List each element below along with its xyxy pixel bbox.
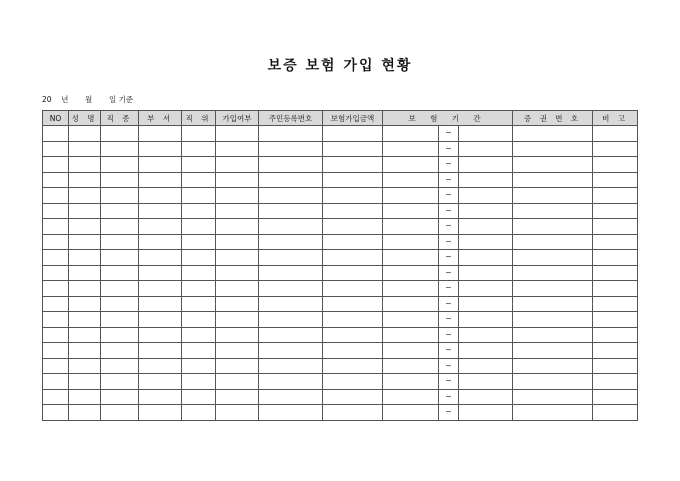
period-end-cell[interactable] — [459, 234, 513, 250]
table-cell[interactable] — [259, 358, 323, 374]
table-cell[interactable] — [43, 265, 69, 281]
period-start-cell[interactable] — [383, 296, 439, 312]
table-cell[interactable] — [182, 358, 216, 374]
table-cell[interactable] — [259, 157, 323, 173]
table-row — [43, 374, 638, 390]
table-cell[interactable] — [323, 358, 383, 374]
table-row — [43, 188, 638, 204]
table-cell[interactable] — [513, 265, 593, 281]
period-separator: ~ — [439, 327, 459, 343]
table-cell[interactable] — [182, 219, 216, 235]
table-cell[interactable] — [216, 405, 259, 421]
table-cell[interactable] — [69, 281, 101, 297]
table-cell[interactable] — [139, 405, 182, 421]
table-row — [43, 203, 638, 219]
table-row — [43, 327, 638, 343]
table-cell[interactable] — [69, 141, 101, 157]
table-cell[interactable] — [323, 265, 383, 281]
table-cell[interactable] — [139, 389, 182, 405]
period-end-cell[interactable] — [459, 327, 513, 343]
period-separator: ~ — [439, 343, 459, 359]
table-row — [43, 250, 638, 266]
period-separator: ~ — [439, 141, 459, 157]
table-cell[interactable] — [593, 405, 638, 421]
table-cell[interactable] — [259, 389, 323, 405]
table-cell[interactable] — [513, 312, 593, 328]
col-header-enrolled: 가입여부 — [216, 111, 259, 126]
table-cell[interactable] — [216, 203, 259, 219]
table-cell[interactable] — [101, 203, 139, 219]
table-cell[interactable] — [182, 374, 216, 390]
table-cell[interactable] — [259, 203, 323, 219]
table-cell[interactable] — [43, 296, 69, 312]
table-cell[interactable] — [139, 281, 182, 297]
table-row — [43, 343, 638, 359]
col-header-department: 부 서 — [139, 111, 182, 126]
table-cell[interactable] — [43, 157, 69, 173]
table-cell[interactable] — [43, 126, 69, 142]
col-header-job-type: 직 종 — [101, 111, 139, 126]
table-cell[interactable] — [139, 374, 182, 390]
period-separator: ~ — [439, 250, 459, 266]
table-cell[interactable] — [182, 234, 216, 250]
period-separator: ~ — [439, 405, 459, 421]
table-cell[interactable] — [69, 203, 101, 219]
table-row — [43, 219, 638, 235]
table-cell[interactable] — [101, 389, 139, 405]
table-cell[interactable] — [323, 296, 383, 312]
period-end-cell[interactable] — [459, 265, 513, 281]
period-end-cell[interactable] — [459, 172, 513, 188]
table-cell[interactable] — [139, 203, 182, 219]
period-end-cell[interactable] — [459, 312, 513, 328]
period-separator: ~ — [439, 312, 459, 328]
period-start-cell[interactable] — [383, 312, 439, 328]
table-cell[interactable] — [323, 312, 383, 328]
period-start-cell[interactable] — [383, 234, 439, 250]
period-end-cell[interactable] — [459, 203, 513, 219]
table-cell[interactable] — [513, 219, 593, 235]
table-cell[interactable] — [323, 281, 383, 297]
table-cell[interactable] — [139, 250, 182, 266]
table-row — [43, 126, 638, 142]
table-cell[interactable] — [182, 281, 216, 297]
table-cell[interactable] — [593, 281, 638, 297]
table-cell[interactable] — [259, 141, 323, 157]
table-cell[interactable] — [101, 405, 139, 421]
period-end-cell[interactable] — [459, 126, 513, 142]
table-cell[interactable] — [139, 172, 182, 188]
table-cell[interactable] — [139, 312, 182, 328]
period-end-cell[interactable] — [459, 157, 513, 173]
table-row — [43, 172, 638, 188]
period-start-cell[interactable] — [383, 389, 439, 405]
table-cell[interactable] — [593, 343, 638, 359]
table-cell[interactable] — [43, 358, 69, 374]
table-row — [43, 296, 638, 312]
table-cell[interactable] — [259, 172, 323, 188]
table-cell[interactable] — [259, 250, 323, 266]
table-cell[interactable] — [259, 374, 323, 390]
table-cell[interactable] — [593, 234, 638, 250]
table-cell[interactable] — [323, 157, 383, 173]
table-cell[interactable] — [182, 312, 216, 328]
table-cell[interactable] — [139, 234, 182, 250]
table-cell[interactable] — [101, 358, 139, 374]
table-cell[interactable] — [101, 126, 139, 142]
table-cell[interactable] — [323, 203, 383, 219]
period-end-cell[interactable] — [459, 250, 513, 266]
table-cell[interactable] — [101, 188, 139, 204]
table-cell[interactable] — [182, 157, 216, 173]
table-cell[interactable] — [216, 126, 259, 142]
table-cell[interactable] — [513, 389, 593, 405]
table-cell[interactable] — [69, 157, 101, 173]
table-cell[interactable] — [43, 219, 69, 235]
period-end-cell[interactable] — [459, 296, 513, 312]
table-cell[interactable] — [323, 188, 383, 204]
table-cell[interactable] — [216, 219, 259, 235]
table-cell[interactable] — [182, 296, 216, 312]
table-cell[interactable] — [323, 126, 383, 142]
period-end-cell[interactable] — [459, 358, 513, 374]
table-cell[interactable] — [323, 405, 383, 421]
table-cell[interactable] — [182, 265, 216, 281]
table-cell[interactable] — [216, 188, 259, 204]
period-start-cell[interactable] — [383, 172, 439, 188]
table-cell[interactable] — [323, 327, 383, 343]
table-cell[interactable] — [593, 327, 638, 343]
table-cell[interactable] — [139, 327, 182, 343]
table-cell[interactable] — [513, 234, 593, 250]
table-cell[interactable] — [139, 188, 182, 204]
table-cell[interactable] — [513, 188, 593, 204]
table-cell[interactable] — [513, 141, 593, 157]
table-cell[interactable] — [216, 250, 259, 266]
table-cell[interactable] — [593, 358, 638, 374]
table-row — [43, 312, 638, 328]
table-cell[interactable] — [69, 219, 101, 235]
insurance-table — [42, 110, 638, 421]
table-cell[interactable] — [216, 343, 259, 359]
col-header-remarks: 비 고 — [593, 111, 638, 126]
table-cell[interactable] — [216, 281, 259, 297]
table-cell[interactable] — [593, 296, 638, 312]
table-row — [43, 358, 638, 374]
table-cell[interactable] — [182, 389, 216, 405]
table-cell[interactable] — [43, 405, 69, 421]
table-cell[interactable] — [69, 374, 101, 390]
period-separator: ~ — [439, 358, 459, 374]
table-cell[interactable] — [43, 374, 69, 390]
table-cell[interactable] — [259, 312, 323, 328]
table-cell[interactable] — [69, 389, 101, 405]
period-separator: ~ — [439, 203, 459, 219]
table-cell[interactable] — [513, 327, 593, 343]
table-cell[interactable] — [101, 234, 139, 250]
table-cell[interactable] — [182, 141, 216, 157]
table-cell[interactable] — [139, 126, 182, 142]
table-cell[interactable] — [593, 157, 638, 173]
reference-date: 20 년 월 일 기준 — [42, 95, 134, 104]
period-separator: ~ — [439, 157, 459, 173]
table-cell[interactable] — [43, 188, 69, 204]
period-separator: ~ — [439, 281, 459, 297]
table-cell[interactable] — [593, 219, 638, 235]
table-cell[interactable] — [101, 250, 139, 266]
table-cell[interactable] — [182, 405, 216, 421]
period-end-cell[interactable] — [459, 343, 513, 359]
table-row — [43, 141, 638, 157]
period-separator: ~ — [439, 265, 459, 281]
period-end-cell[interactable] — [459, 219, 513, 235]
table-cell[interactable] — [593, 312, 638, 328]
table-header-row — [43, 111, 638, 126]
table-cell[interactable] — [101, 374, 139, 390]
table-cell[interactable] — [513, 343, 593, 359]
table-cell[interactable] — [216, 312, 259, 328]
table-cell[interactable] — [216, 265, 259, 281]
col-header-insurance-period: 보 험 기 간 — [383, 111, 513, 126]
table-cell[interactable] — [323, 343, 383, 359]
col-header-position: 직 위 — [182, 111, 216, 126]
col-header-insured-amount: 보험가입금액 — [323, 111, 383, 126]
table-cell[interactable] — [593, 141, 638, 157]
table-cell[interactable] — [323, 141, 383, 157]
table-cell[interactable] — [323, 374, 383, 390]
table-cell[interactable] — [43, 281, 69, 297]
table-cell[interactable] — [259, 405, 323, 421]
table-cell[interactable] — [513, 358, 593, 374]
period-start-cell[interactable] — [383, 281, 439, 297]
table-cell[interactable] — [182, 172, 216, 188]
table-cell[interactable] — [139, 157, 182, 173]
table-cell[interactable] — [182, 327, 216, 343]
table-cell[interactable] — [593, 389, 638, 405]
col-header-no: NO — [43, 111, 69, 126]
period-start-cell[interactable] — [383, 157, 439, 173]
table-cell[interactable] — [259, 343, 323, 359]
table-cell[interactable] — [69, 327, 101, 343]
period-start-cell[interactable] — [383, 250, 439, 266]
table-cell[interactable] — [216, 389, 259, 405]
table-cell[interactable] — [43, 141, 69, 157]
table-cell[interactable] — [593, 172, 638, 188]
period-start-cell[interactable] — [383, 327, 439, 343]
table-row — [43, 405, 638, 421]
table-cell[interactable] — [593, 265, 638, 281]
table-cell[interactable] — [513, 157, 593, 173]
table-cell[interactable] — [139, 219, 182, 235]
table-cell[interactable] — [69, 188, 101, 204]
table-cell[interactable] — [513, 126, 593, 142]
table-row — [43, 157, 638, 173]
table-cell[interactable] — [216, 296, 259, 312]
table-cell[interactable] — [216, 327, 259, 343]
table-cell[interactable] — [43, 250, 69, 266]
table-cell[interactable] — [182, 126, 216, 142]
period-end-cell[interactable] — [459, 141, 513, 157]
table-row — [43, 281, 638, 297]
table-cell[interactable] — [513, 405, 593, 421]
table-cell[interactable] — [101, 343, 139, 359]
period-start-cell[interactable] — [383, 141, 439, 157]
table-cell[interactable] — [69, 172, 101, 188]
table-cell[interactable] — [69, 265, 101, 281]
period-end-cell[interactable] — [459, 374, 513, 390]
table-cell[interactable] — [593, 203, 638, 219]
table-cell[interactable] — [513, 250, 593, 266]
table-row — [43, 265, 638, 281]
table-cell[interactable] — [593, 374, 638, 390]
table-cell[interactable] — [513, 374, 593, 390]
period-separator: ~ — [439, 374, 459, 390]
table-cell[interactable] — [216, 358, 259, 374]
period-start-cell[interactable] — [383, 343, 439, 359]
col-header-name: 성 명 — [69, 111, 101, 126]
table-cell[interactable] — [101, 265, 139, 281]
period-end-cell[interactable] — [459, 389, 513, 405]
table-cell[interactable] — [101, 312, 139, 328]
table-cell[interactable] — [43, 234, 69, 250]
table-cell[interactable] — [216, 141, 259, 157]
period-start-cell[interactable] — [383, 374, 439, 390]
table-cell[interactable] — [139, 296, 182, 312]
table-cell[interactable] — [101, 219, 139, 235]
col-header-resident-number: 주민등록번호 — [259, 111, 323, 126]
table-cell[interactable] — [259, 234, 323, 250]
period-separator: ~ — [439, 234, 459, 250]
table-cell[interactable] — [139, 343, 182, 359]
table-cell[interactable] — [593, 126, 638, 142]
table-cell[interactable] — [69, 312, 101, 328]
period-separator: ~ — [439, 172, 459, 188]
table-cell[interactable] — [101, 327, 139, 343]
period-start-cell[interactable] — [383, 265, 439, 281]
page-title: 보증 보험 가입 현황 — [267, 58, 413, 74]
table-cell[interactable] — [43, 172, 69, 188]
table-cell[interactable] — [101, 141, 139, 157]
period-start-cell[interactable] — [383, 126, 439, 142]
table-cell[interactable] — [43, 327, 69, 343]
table-cell[interactable] — [69, 405, 101, 421]
table-cell[interactable] — [69, 358, 101, 374]
table-cell[interactable] — [43, 203, 69, 219]
period-start-cell[interactable] — [383, 358, 439, 374]
table-cell[interactable] — [182, 343, 216, 359]
table-cell[interactable] — [216, 374, 259, 390]
table-cell[interactable] — [323, 389, 383, 405]
period-end-cell[interactable] — [459, 405, 513, 421]
table-cell[interactable] — [323, 250, 383, 266]
period-end-cell[interactable] — [459, 188, 513, 204]
period-end-cell[interactable] — [459, 281, 513, 297]
table-cell[interactable] — [513, 281, 593, 297]
table-row — [43, 389, 638, 405]
table-cell[interactable] — [259, 126, 323, 142]
period-separator: ~ — [439, 126, 459, 142]
table-cell[interactable] — [259, 265, 323, 281]
table-cell[interactable] — [259, 296, 323, 312]
table-cell[interactable] — [259, 327, 323, 343]
table-cell[interactable] — [216, 172, 259, 188]
table-cell[interactable] — [69, 234, 101, 250]
table-cell[interactable] — [69, 343, 101, 359]
table-cell[interactable] — [593, 250, 638, 266]
period-separator: ~ — [439, 389, 459, 405]
period-separator: ~ — [439, 296, 459, 312]
table-cell[interactable] — [259, 219, 323, 235]
table-cell[interactable] — [139, 358, 182, 374]
table-cell[interactable] — [216, 157, 259, 173]
col-header-policy-number: 증 권 번 호 — [513, 111, 593, 126]
period-start-cell[interactable] — [383, 219, 439, 235]
table-row — [43, 234, 638, 250]
table-cell[interactable] — [43, 343, 69, 359]
table-cell[interactable] — [323, 234, 383, 250]
table-cell[interactable] — [101, 172, 139, 188]
period-separator: ~ — [439, 188, 459, 204]
table-cell[interactable] — [323, 219, 383, 235]
table-cell[interactable] — [513, 172, 593, 188]
table-cell[interactable] — [513, 296, 593, 312]
table-cell[interactable] — [101, 296, 139, 312]
table-cell[interactable] — [259, 281, 323, 297]
table-cell[interactable] — [323, 172, 383, 188]
period-separator: ~ — [439, 219, 459, 235]
table-cell[interactable] — [43, 312, 69, 328]
table-cell[interactable] — [101, 157, 139, 173]
table-cell[interactable] — [43, 389, 69, 405]
table-cell[interactable] — [101, 281, 139, 297]
table-cell[interactable] — [182, 188, 216, 204]
period-start-cell[interactable] — [383, 203, 439, 219]
table-cell[interactable] — [139, 265, 182, 281]
table-cell[interactable] — [69, 296, 101, 312]
table-cell[interactable] — [513, 203, 593, 219]
table-cell[interactable] — [69, 250, 101, 266]
table-cell[interactable] — [593, 188, 638, 204]
table-cell[interactable] — [69, 126, 101, 142]
table-cell[interactable] — [139, 141, 182, 157]
period-start-cell[interactable] — [383, 188, 439, 204]
period-start-cell[interactable] — [383, 405, 439, 421]
table-cell[interactable] — [182, 203, 216, 219]
table-cell[interactable] — [216, 234, 259, 250]
table-cell[interactable] — [182, 250, 216, 266]
table-cell[interactable] — [259, 188, 323, 204]
